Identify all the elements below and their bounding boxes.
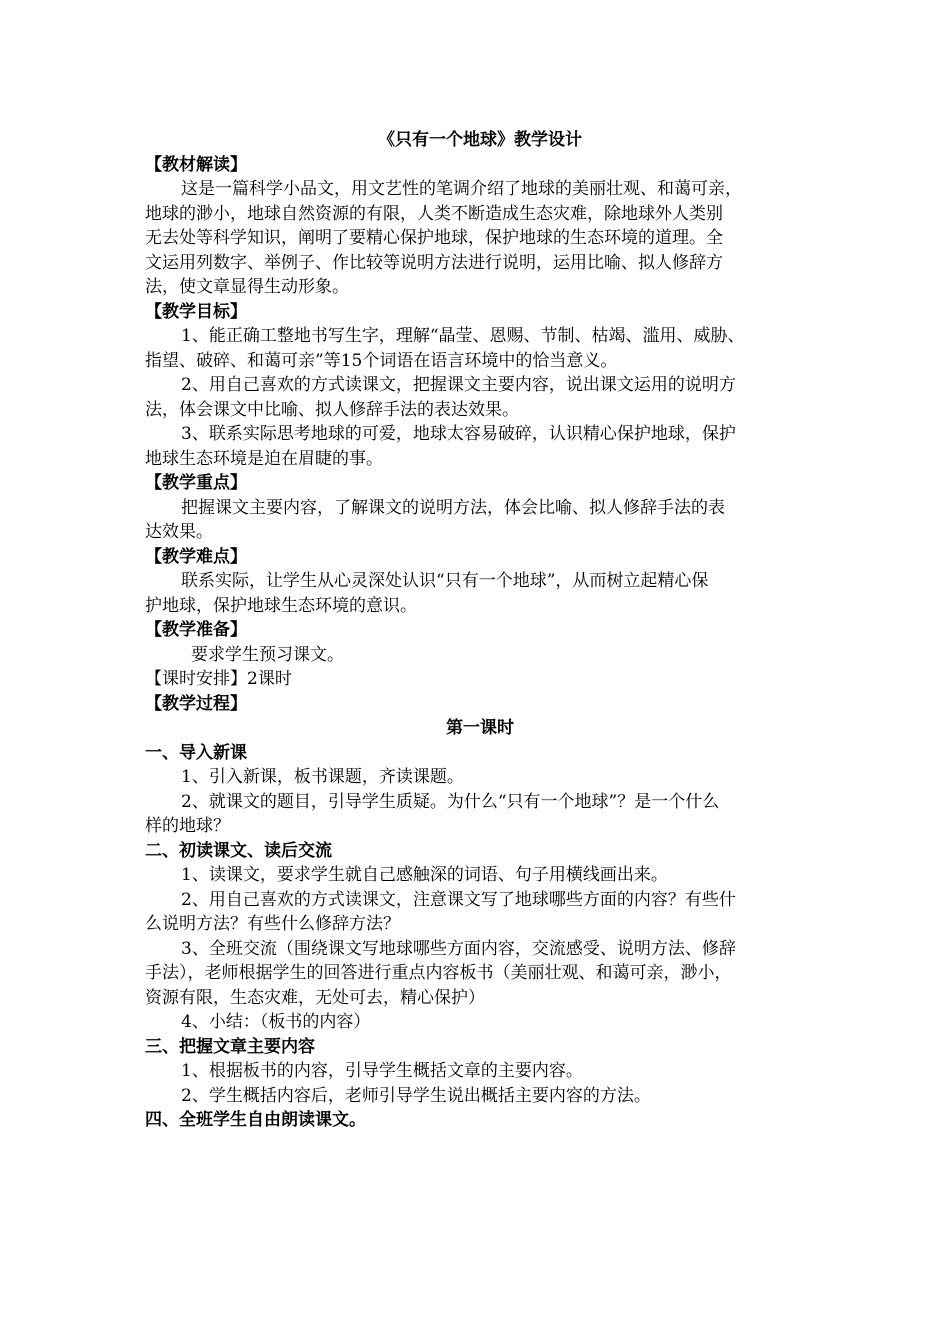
paragraph-line: 3、全班交流（围绕课文写地球哪些方面内容，交流感受、说明方法、修辞 xyxy=(181,938,736,959)
paragraph-line: 1、根据板书的内容，引导学生概括文章的主要内容。 xyxy=(181,1061,583,1081)
part-heading: 三、把握文章主要内容 xyxy=(145,1036,315,1057)
section-heading-zhunbei: 【教学准备】 xyxy=(145,620,247,640)
lesson-title: 第一课时 xyxy=(446,718,514,738)
paragraph-line: 手法），老师根据学生的回答进行重点内容板书（美丽壮观、和蔼可亲，渺小， xyxy=(145,963,732,983)
paragraph-line: 2、学生概括内容后，老师引导学生说出概括主要内容的方法。 xyxy=(181,1085,651,1106)
paragraph-line: 这是一篇科学小品文，用文艺性的笔调介绍了地球的美丽壮观、和蔼可亲， xyxy=(181,179,742,199)
section-heading-mubiao: 【教学目标】 xyxy=(145,301,247,322)
paragraph-line: 护地球，保护地球生态环境的意识。 xyxy=(145,595,417,616)
document-title: 《只有一个地球》教学设计 xyxy=(378,130,582,150)
paragraph-line: 把握课文主要内容，了解课文的说明方法，体会比喻、拟人修辞手法的表 xyxy=(181,497,725,518)
paragraph-line: 法，使文章显得生动形象。 xyxy=(145,277,349,297)
paragraph-line: 地球生态环境是迫在眉睫的事。 xyxy=(145,448,383,469)
section-heading-nandian: 【教学难点】 xyxy=(145,546,247,567)
paragraph-line: 么说明方法？有些什么修辞方法？ xyxy=(145,914,400,934)
paragraph-line: 2、用自己喜欢的方式读课文，注意课文写了地球哪些方面的内容？有些什 xyxy=(181,889,736,910)
paragraph-line: 要求学生预习课文。 xyxy=(191,644,344,665)
section-keshi: 【课时安排】2课时 xyxy=(145,669,292,689)
paragraph-line: 1、读课文，要求学生就自己感触深的词语、句子用横线画出来。 xyxy=(181,865,668,885)
part-heading: 四、全班学生自由朗读课文。 xyxy=(145,1110,366,1130)
paragraph-line: 1、引入新课，板书课题，齐读课题。 xyxy=(181,767,464,787)
paragraph-line: 1、能正确工整地书写生字，理解“晶莹、恩赐、节制、枯竭、滥用、威胁、 xyxy=(181,326,745,346)
paragraph-line: 法，体会课文中比喻、拟人修辞手法的表达效果。 xyxy=(145,399,519,420)
paragraph-line: 地球的渺小，地球自然资源的有限，人类不断造成生态灾难，除地球外人类别 xyxy=(145,203,723,224)
part-heading: 二、初读课文、读后交流 xyxy=(145,840,332,861)
section-heading-zhongdian: 【教学重点】 xyxy=(145,473,247,493)
paragraph-line: 达效果。 xyxy=(145,522,213,542)
paragraph-line: 联系实际，让学生从心灵深处认识“只有一个地球”，从而树立起精心保 xyxy=(181,571,709,591)
section-heading-jiaocai: 【教材解读】 xyxy=(145,154,247,175)
paragraph-line: 文运用列数字、举例子、作比较等说明方法进行说明，运用比喻、拟人修辞方 xyxy=(145,252,723,273)
paragraph-line: 4、小结：（板书的内容） xyxy=(181,1012,371,1032)
paragraph-line: 无去处等科学知识，阐明了要精心保护地球，保护地球的生态环境的道理。全 xyxy=(145,228,723,248)
paragraph-line: 3、联系实际思考地球的可爱，地球太容易破碎，认识精心保护地球，保护 xyxy=(181,424,736,444)
document-body xyxy=(145,128,815,1133)
section-heading-guocheng: 【教学过程】 xyxy=(145,693,247,714)
paragraph-line: 指望、破碎、和蔼可亲”等15个词语在语言环境中的恰当意义。 xyxy=(145,350,618,371)
part-heading: 一、导入新课 xyxy=(145,742,247,763)
paragraph-line: 样的地球？ xyxy=(145,816,230,836)
paragraph-line: 2、就课文的题目，引导学生质疑。为什么“只有一个地球”？是一个什么 xyxy=(181,791,720,812)
paragraph-line: 资源有限，生态灾难，无处可去，精心保护） xyxy=(145,987,485,1008)
paragraph-line: 2、用自己喜欢的方式读课文，把握课文主要内容，说出课文运用的说明方 xyxy=(181,375,736,395)
